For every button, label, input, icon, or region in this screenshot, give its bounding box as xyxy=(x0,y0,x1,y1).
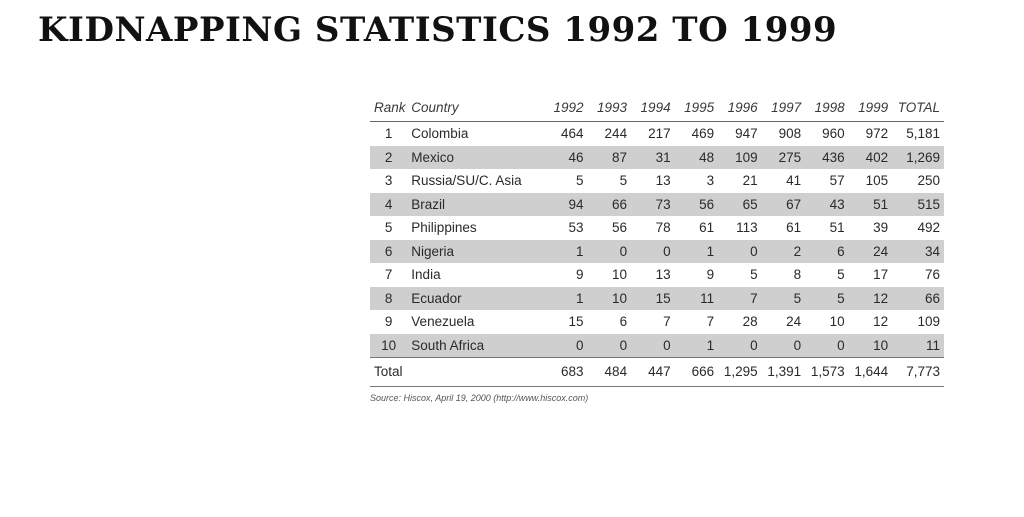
value-cell: 13 xyxy=(655,267,671,283)
value-cell: 469 xyxy=(691,126,715,142)
value-cell: 28 xyxy=(742,314,758,330)
total-value-cell: 484 xyxy=(588,358,632,387)
value-cell: 0 xyxy=(805,334,849,358)
kidnapping-table-figure xyxy=(370,98,944,403)
total-cell: 109 xyxy=(917,314,940,330)
value-cell: 17 xyxy=(873,267,889,283)
total-cell: 5,181 xyxy=(906,126,940,142)
rank-cell: 10 xyxy=(370,334,407,358)
value-cell: 15 xyxy=(631,287,675,311)
value-cell: 66 xyxy=(588,193,632,217)
value-cell: 57 xyxy=(829,173,845,189)
table-row xyxy=(370,146,944,170)
value-cell: 10 xyxy=(612,267,628,283)
total-value-cell: 1,391 xyxy=(762,358,806,387)
slide-title: KIDNAPPING STATISTICS 1992 TO 1999 xyxy=(38,10,838,50)
value-cell: 0 xyxy=(588,334,632,358)
value-cell: 908 xyxy=(778,126,802,142)
grand-total-cell: 7,773 xyxy=(892,358,944,387)
total-value-cell: 1,573 xyxy=(805,358,849,387)
value-cell: 73 xyxy=(631,193,675,217)
total-value-cell: 666 xyxy=(675,358,719,387)
value-cell: 105 xyxy=(865,173,889,189)
value-cell: 275 xyxy=(762,146,806,170)
value-cell: 13 xyxy=(655,173,671,189)
rank-cell: 8 xyxy=(370,287,407,311)
table-row xyxy=(370,193,944,217)
value-cell: 5 xyxy=(750,267,758,283)
value-cell: 9 xyxy=(706,267,715,283)
kidnapping-table xyxy=(370,98,944,387)
value-cell: 39 xyxy=(873,220,889,236)
value-cell: 31 xyxy=(631,146,675,170)
value-cell: 61 xyxy=(786,220,802,236)
value-cell: 0 xyxy=(631,334,675,358)
value-cell: 41 xyxy=(786,173,802,189)
table-row xyxy=(370,216,944,240)
column-header-1998: 1998 xyxy=(805,98,849,122)
value-cell: 5 xyxy=(837,267,845,283)
total-value-cell: 1,644 xyxy=(849,358,893,387)
value-cell: 5 xyxy=(576,173,584,189)
value-cell: 6 xyxy=(805,240,849,264)
value-cell: 78 xyxy=(655,220,671,236)
column-header-rank: Rank xyxy=(370,98,407,122)
table-body xyxy=(370,122,944,358)
rank-cell: 7 xyxy=(384,267,393,283)
value-cell: 6 xyxy=(619,314,628,330)
country-cell: Philippines xyxy=(411,220,477,236)
country-cell: Russia/SU/C. Asia xyxy=(411,173,522,189)
value-cell: 972 xyxy=(865,126,889,142)
value-cell: 53 xyxy=(568,220,584,236)
value-cell: 402 xyxy=(849,146,893,170)
value-cell: 244 xyxy=(604,126,628,142)
value-cell: 0 xyxy=(762,334,806,358)
value-cell: 15 xyxy=(568,314,584,330)
value-cell: 7 xyxy=(706,314,715,330)
country-cell: Brazil xyxy=(407,193,544,217)
column-header-total: TOTAL xyxy=(892,98,944,122)
value-cell: 109 xyxy=(718,146,762,170)
table-row xyxy=(370,263,944,287)
value-cell: 113 xyxy=(736,220,758,236)
value-cell: 43 xyxy=(805,193,849,217)
value-cell: 1 xyxy=(675,334,719,358)
value-cell: 87 xyxy=(588,146,632,170)
value-cell: 5 xyxy=(805,287,849,311)
value-cell: 217 xyxy=(648,126,671,142)
value-cell: 5 xyxy=(762,287,806,311)
value-cell: 12 xyxy=(873,314,889,330)
rank-cell: 6 xyxy=(370,240,407,264)
value-cell: 67 xyxy=(762,193,806,217)
table-header-row xyxy=(370,98,944,122)
rank-cell: 1 xyxy=(384,126,393,142)
total-cell: 11 xyxy=(892,334,944,358)
value-cell: 48 xyxy=(675,146,719,170)
table-row xyxy=(370,240,944,264)
total-cell: 1,269 xyxy=(892,146,944,170)
rank-cell: 4 xyxy=(370,193,407,217)
value-cell: 10 xyxy=(849,334,893,358)
column-header-1992: 1992 xyxy=(544,98,588,122)
value-cell: 61 xyxy=(699,220,715,236)
value-cell: 11 xyxy=(675,287,719,311)
column-header-1993: 1993 xyxy=(588,98,632,122)
country-cell: India xyxy=(411,267,441,283)
total-cell: 250 xyxy=(917,173,940,189)
column-header-1994: 1994 xyxy=(631,98,675,122)
value-cell: 24 xyxy=(849,240,893,264)
total-label: Total xyxy=(370,358,544,387)
value-cell: 65 xyxy=(718,193,762,217)
value-cell: 436 xyxy=(805,146,849,170)
value-cell: 46 xyxy=(544,146,588,170)
table-row xyxy=(370,169,944,193)
total-value-cell: 683 xyxy=(544,358,588,387)
value-cell: 0 xyxy=(544,334,588,358)
value-cell: 10 xyxy=(588,287,632,311)
value-cell: 0 xyxy=(588,240,632,264)
table-row xyxy=(370,310,944,334)
value-cell: 24 xyxy=(786,314,802,330)
value-cell: 0 xyxy=(718,240,762,264)
value-cell: 8 xyxy=(793,267,802,283)
total-cell: 492 xyxy=(917,220,940,236)
value-cell: 21 xyxy=(742,173,758,189)
total-value-cell: 447 xyxy=(631,358,675,387)
value-cell: 2 xyxy=(762,240,806,264)
value-cell: 10 xyxy=(829,314,845,330)
rank-cell: 9 xyxy=(384,314,393,330)
value-cell: 56 xyxy=(675,193,719,217)
column-header-1997: 1997 xyxy=(762,98,806,122)
total-value-cell: 1,295 xyxy=(718,358,762,387)
total-cell: 66 xyxy=(892,287,944,311)
value-cell: 7 xyxy=(663,314,671,330)
country-cell: Mexico xyxy=(407,146,544,170)
rank-cell: 5 xyxy=(384,220,393,236)
value-cell: 3 xyxy=(706,173,715,189)
table-row xyxy=(370,122,944,146)
value-cell: 5 xyxy=(619,173,628,189)
value-cell: 464 xyxy=(561,126,584,142)
column-header-1996: 1996 xyxy=(718,98,762,122)
total-cell: 34 xyxy=(892,240,944,264)
country-cell: Ecuador xyxy=(407,287,544,311)
column-header-country: Country xyxy=(407,98,544,122)
value-cell: 51 xyxy=(849,193,893,217)
value-cell: 0 xyxy=(631,240,675,264)
column-header-1995: 1995 xyxy=(675,98,719,122)
value-cell: 51 xyxy=(829,220,845,236)
value-cell: 960 xyxy=(822,126,845,142)
total-cell: 76 xyxy=(924,267,940,283)
country-cell: Colombia xyxy=(411,126,469,142)
total-cell: 515 xyxy=(892,193,944,217)
value-cell: 9 xyxy=(576,267,584,283)
value-cell: 947 xyxy=(735,126,758,142)
value-cell: 1 xyxy=(675,240,719,264)
value-cell: 0 xyxy=(718,334,762,358)
column-header-1999: 1999 xyxy=(849,98,893,122)
value-cell: 12 xyxy=(849,287,893,311)
value-cell: 56 xyxy=(612,220,628,236)
source-note: Source: Hiscox, April 19, 2000 (http://www.hiscox.com) xyxy=(370,392,589,403)
value-cell: 7 xyxy=(718,287,762,311)
table-row xyxy=(370,287,944,311)
country-cell: Venezuela xyxy=(411,314,475,330)
value-cell: 94 xyxy=(544,193,588,217)
total-row xyxy=(370,358,944,387)
country-cell: South Africa xyxy=(407,334,544,358)
country-cell: Nigeria xyxy=(407,240,544,264)
value-cell: 1 xyxy=(544,287,588,311)
rank-cell: 3 xyxy=(384,173,393,189)
table-row xyxy=(370,334,944,358)
rank-cell: 2 xyxy=(370,146,407,170)
value-cell: 1 xyxy=(544,240,588,264)
